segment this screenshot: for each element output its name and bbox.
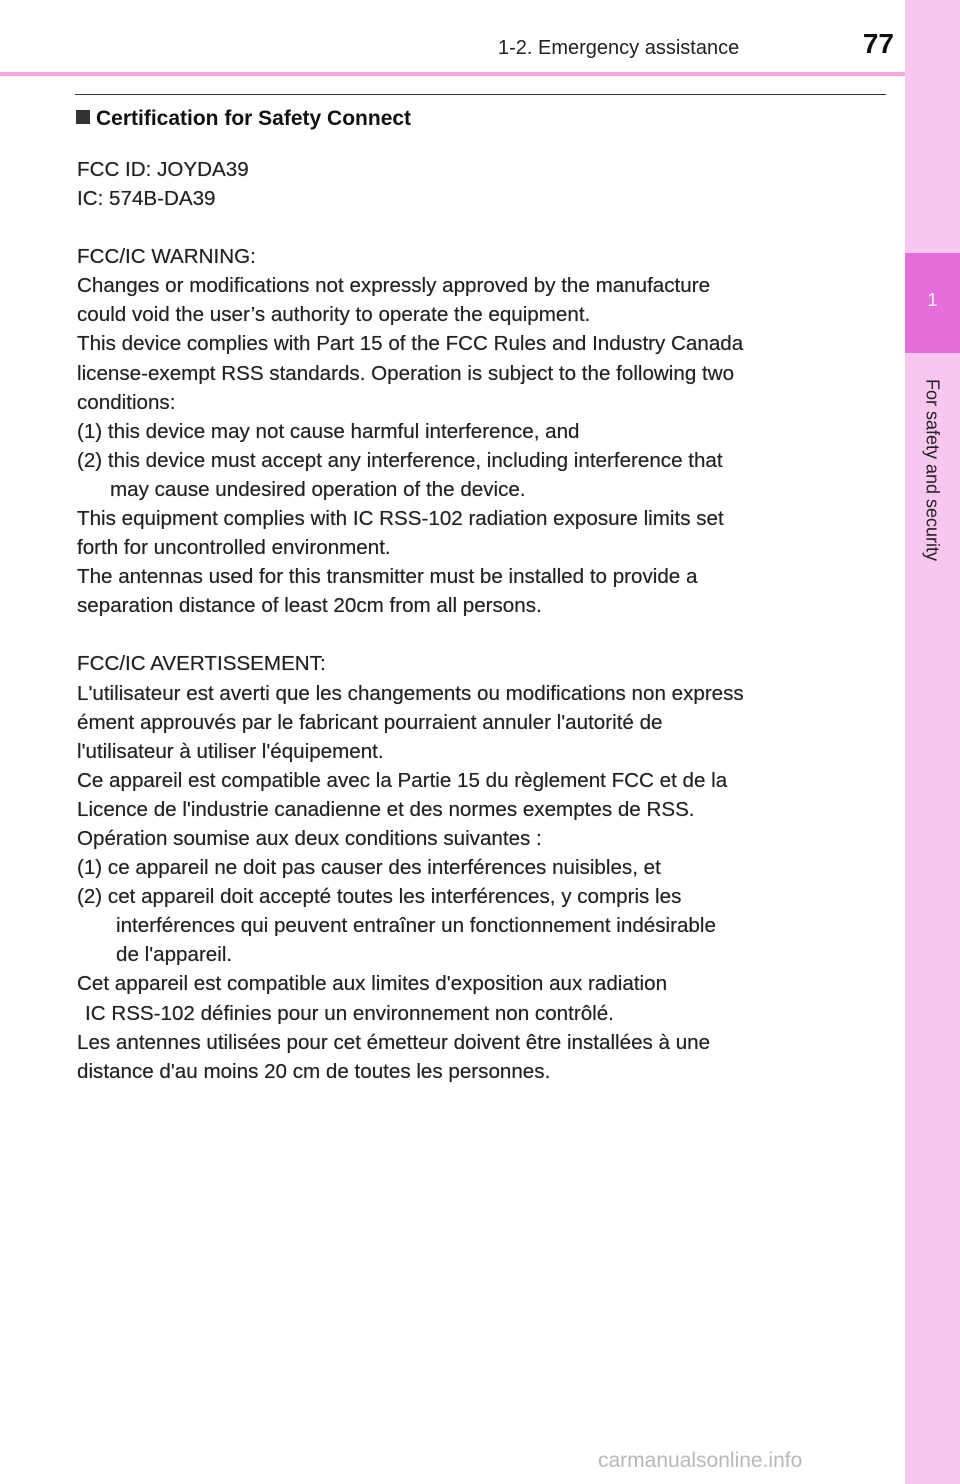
- french-line: interférences qui peuvent entraîner un fonctionnement indésirable: [116, 914, 716, 938]
- english-warning-title: FCC/IC WARNING:: [77, 245, 256, 269]
- english-line: (1) this device may not cause harmful interference, and: [77, 419, 580, 443]
- square-bullet-icon: [76, 110, 90, 124]
- french-line: Opération soumise aux deux conditions suivantes :: [77, 826, 542, 850]
- chapter-tab-strip: [905, 0, 960, 1484]
- french-line: Les antennes utilisées pour cet émetteur doivent être installées à une: [77, 1030, 711, 1054]
- fcc-id-line: FCC ID: JOYDA39: [77, 158, 249, 181]
- french-line: Ce appareil est compatible avec la Partie 15 du règlement FCC et de la: [77, 768, 728, 792]
- english-line: Changes or modifications not expressly approved by the manufacture: [77, 274, 711, 298]
- english-line: separation distance of least 20cm from all persons.: [77, 594, 542, 618]
- section-heading-text: Certification for Safety Connect: [96, 107, 412, 130]
- certification-label: [77, 155, 877, 1086]
- english-line: may cause undesired operation of the device.: [110, 477, 526, 501]
- french-line: ément approuvés par le fabricant pourraient annuler l'autorité de: [77, 710, 663, 734]
- english-line: The antennas used for this transmitter must be installed to provide a: [77, 565, 698, 589]
- chapter-title: For safety and security: [922, 378, 943, 562]
- watermark: carmanualsonline.info: [598, 1449, 803, 1472]
- page-number: 77: [862, 28, 894, 59]
- french-line: IC RSS-102 définies pour un environnement non contrôlé.: [85, 1001, 614, 1025]
- french-line: de l'appareil.: [116, 943, 233, 967]
- english-line: This device complies with Part 15 of the FCC Rules and Industry Canada: [77, 332, 744, 356]
- header-rule: [0, 72, 905, 76]
- section-heading: [76, 107, 411, 131]
- english-line: (2) this device must accept any interference, including interference that: [77, 448, 723, 472]
- english-line: could void the user’s authority to operate the equipment.: [77, 303, 591, 327]
- french-line: L'utilisateur est averti que les changements ou modifications non express: [77, 681, 744, 705]
- english-line: forth for uncontrolled environment.: [77, 536, 391, 560]
- english-line: conditions:: [77, 390, 176, 414]
- french-line: Cet appareil est compatible aux limites d'exposition aux radiation: [77, 972, 668, 996]
- french-line: (1) ce appareil ne doit pas causer des interférences nuisibles, et: [77, 856, 661, 880]
- content-top-rule: [75, 94, 886, 95]
- french-warning-title: FCC/IC AVERTISSEMENT:: [77, 652, 326, 676]
- chapter-number: 1: [927, 290, 938, 310]
- section-title: 1-2. Emergency assistance: [498, 37, 740, 59]
- english-line: license-exempt RSS standards. Operation is subject to the following two: [77, 361, 735, 385]
- french-line: Licence de l'industrie canadienne et des normes exemptes de RSS.: [77, 797, 695, 821]
- french-line: (2) cet appareil doit accepté toutes les interférences, y compris les: [77, 885, 682, 909]
- french-line: l'utilisateur à utiliser l'équipement.: [77, 739, 384, 763]
- ic-id-line: IC: 574B-DA39: [77, 187, 216, 211]
- english-line: This equipment complies with IC RSS-102 radiation exposure limits set: [77, 507, 724, 531]
- french-line: distance d'au moins 20 cm de toutes les personnes.: [77, 1059, 551, 1083]
